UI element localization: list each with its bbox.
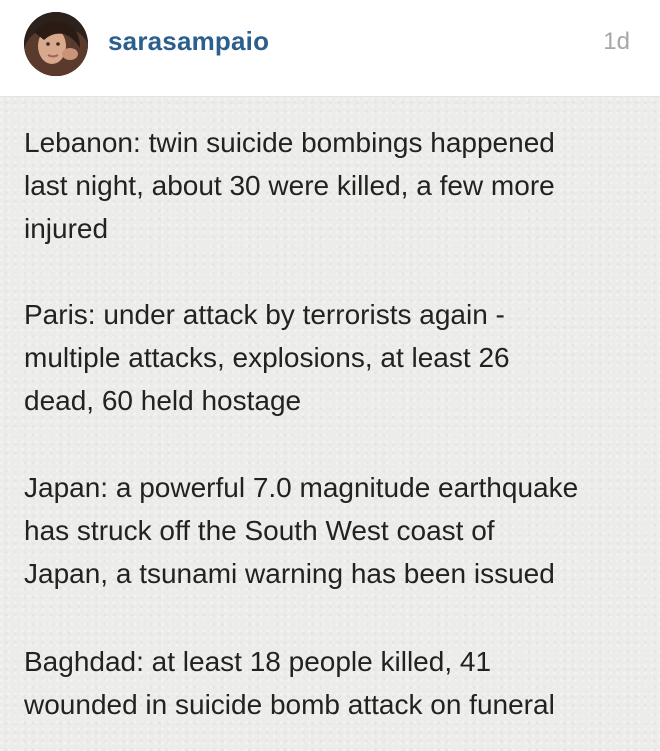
- text-line: last night, about 30 were killed, a few more: [24, 170, 555, 201]
- post-timestamp: 1d: [603, 28, 630, 55]
- news-item-paris: [24, 293, 644, 422]
- post-header: [0, 0, 660, 97]
- text-line: dead, 60 held hostage: [24, 385, 302, 416]
- news-item-lebanon: [24, 121, 644, 250]
- news-item-japan: [24, 466, 644, 595]
- text-line: Baghdad: at least 18 people killed, 41: [24, 646, 492, 677]
- username-link[interactable]: sarasampaio: [108, 26, 270, 56]
- text-line: Japan: a powerful 7.0 magnitude earthquake: [24, 472, 579, 503]
- avatar-image: [24, 12, 88, 76]
- news-item-baghdad: [24, 640, 644, 726]
- text-line: multiple attacks, explosions, at least 26: [24, 342, 510, 373]
- post-image: [0, 97, 660, 751]
- text-line: wounded in suicide bomb attack on funeral: [24, 689, 555, 720]
- text-line: has struck off the South West coast of: [24, 515, 495, 546]
- text-line: injured: [24, 213, 109, 244]
- text-line: Paris: under attack by terrorists again -: [24, 299, 505, 330]
- text-line: Japan, a tsunami warning has been issued: [24, 558, 555, 589]
- text-line: Lebanon: twin suicide bombings happened: [24, 127, 555, 158]
- avatar[interactable]: [24, 12, 88, 76]
